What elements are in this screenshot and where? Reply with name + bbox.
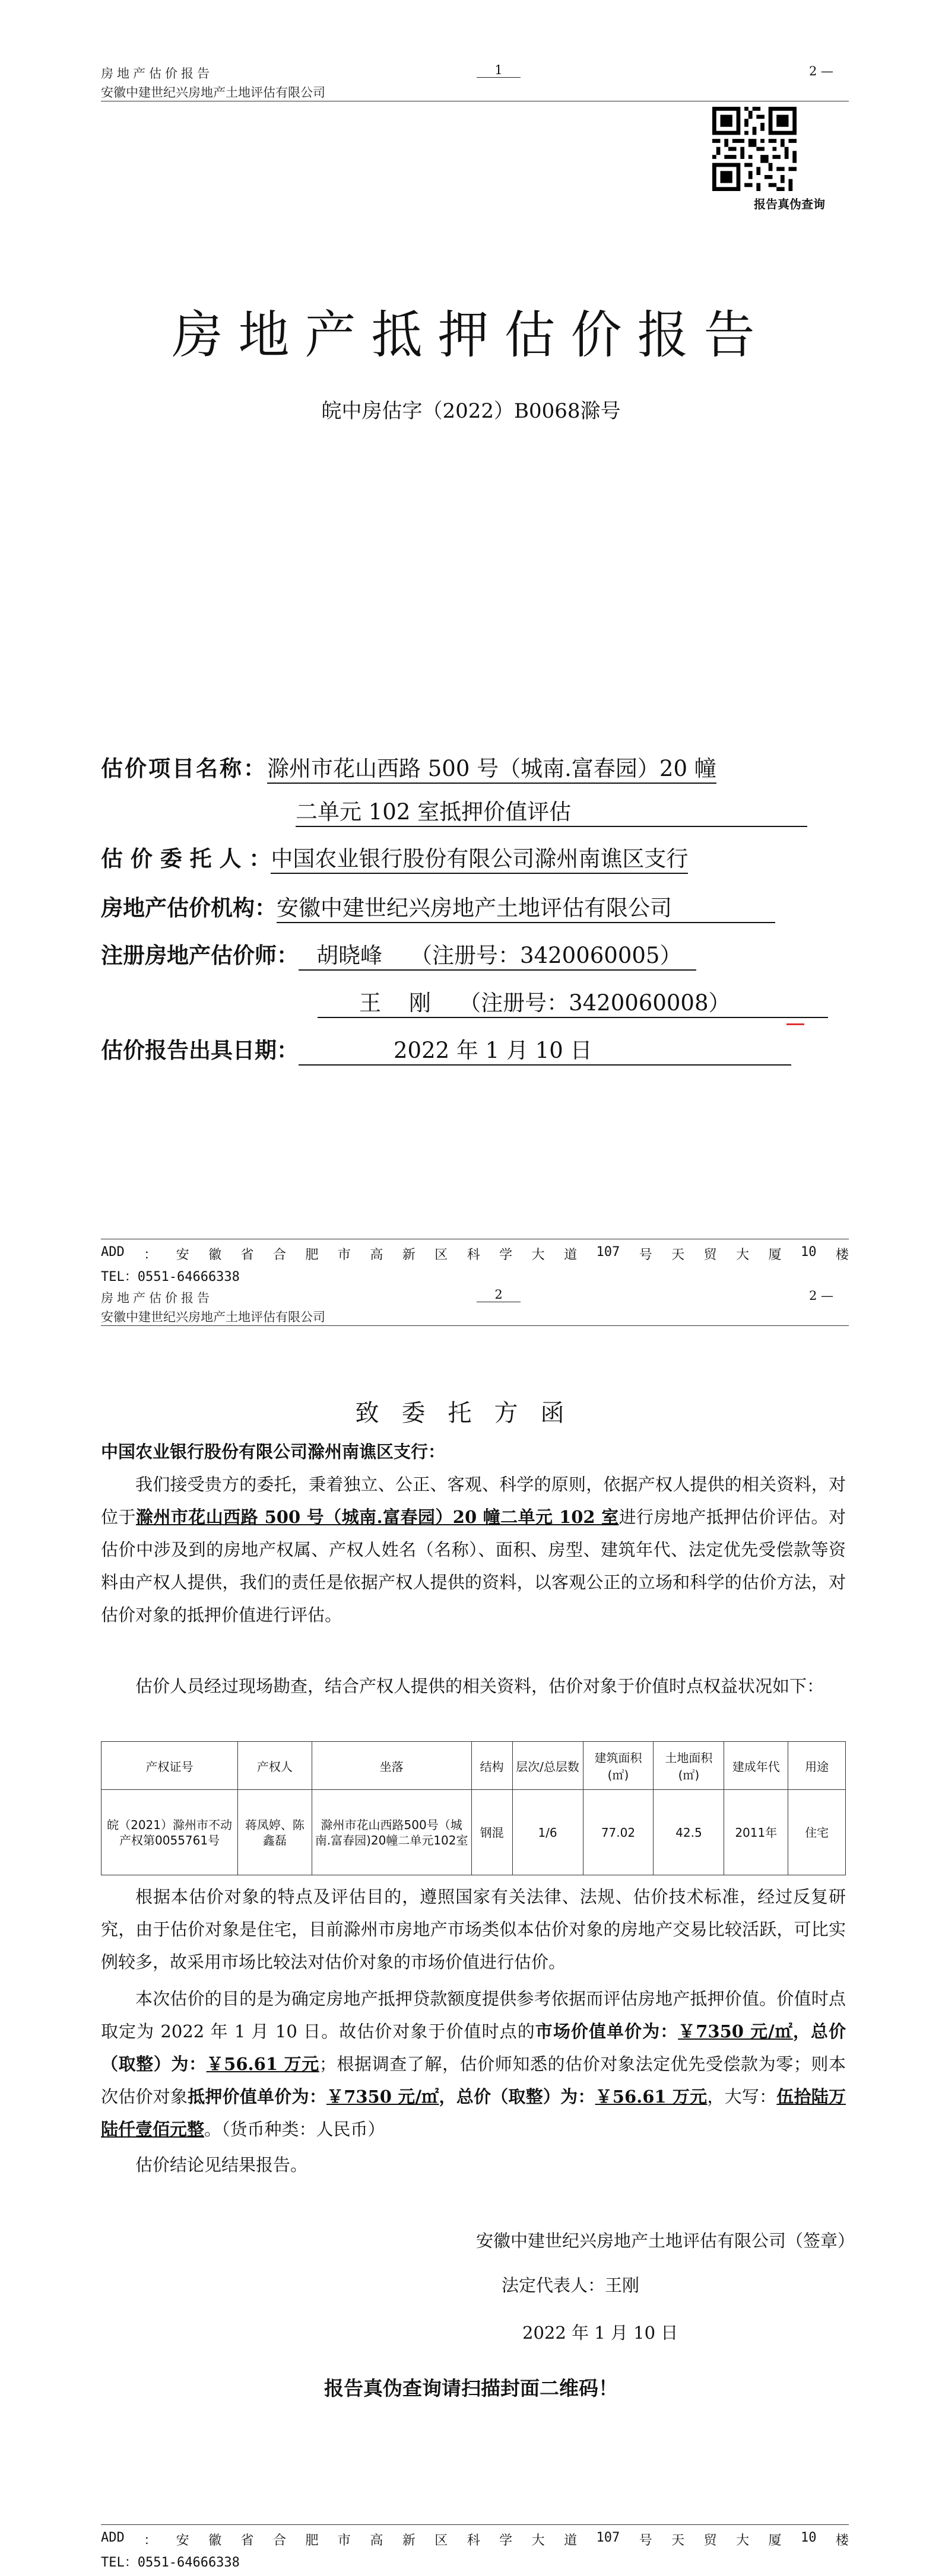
- footer: [101, 2530, 849, 2571]
- client-label: 估 价 委 托 人 ：: [101, 846, 271, 872]
- appraiser-label: 注册房地产估价师：: [101, 943, 299, 968]
- amount-in-words: 伍拾陆万陆仟壹佰元整: [101, 2087, 846, 2139]
- paragraph-5: 估价结论见结果报告。: [135, 2155, 308, 2175]
- letter-title: 致委托方函: [355, 1400, 587, 1427]
- project-name-row: [101, 750, 716, 784]
- running-header: [101, 64, 325, 101]
- appraiser-row-2: [318, 985, 828, 1018]
- property-address: 滁州市花山西路 500 号（城南.富春园）20 幢二单元 102 室: [135, 1507, 619, 1527]
- client-value: 中国农业银行股份有限公司滁州南谯区支行: [271, 841, 688, 874]
- verification-note: 报告真伪查询请扫描封面二维码！: [324, 2377, 618, 2400]
- footer-address: ADD ： 安 徽 省 合 肥 市 高 新 区 科 学 大 道 107 号 天 贸 大 厦 10 楼: [101, 2530, 849, 2548]
- agency-label: 房地产估价机构：: [101, 895, 277, 921]
- project-label: 估价项目名称：: [101, 756, 267, 781]
- agency-row: [101, 890, 775, 923]
- qr-label: 报告真伪查询: [754, 197, 825, 211]
- header-company: 安徽中建世纪兴房地产土地评估有限公司: [101, 85, 325, 100]
- appraiser-1: 胡晓峰 （注册号：3420060005）: [299, 937, 696, 971]
- appraiser-2: 王 刚 （注册号：3420060008）: [318, 985, 828, 1018]
- project-value-line1: 滁州市花山西路 500 号（城南.富春园）20 幢: [267, 750, 716, 784]
- header-company: 安徽中建世纪兴房地产土地评估有限公司: [101, 1310, 325, 1324]
- paragraph-1: 我们接受贵方的委托，秉着独立、公正、客观、科学的原则，依据产权人提供的相关资料，对位于滁州市花山西路 500 号（城南.富春园）20 幢二单元 102 室进行房地产抵押估价评估。对估价中涉及到的房地产权属、产权人姓名（名称）、面积、房型、建筑年代、法定优先受偿款等资料由产权人提供，我们的责任是依据产权人提供的资料，以客观公正的立场和科学的估价方法，对估价对象的抵押价值进行评估。: [101, 1474, 846, 1625]
- page-number: 1: [469, 63, 528, 78]
- running-header: [101, 1289, 325, 1325]
- header-rule: [101, 1325, 849, 1326]
- signature-company: 安徽中建世纪兴房地产土地评估有限公司（签章）: [475, 2231, 855, 2251]
- footer-tel: TEL：0551-64666338: [101, 1270, 240, 1284]
- table-header-row: 产权证号 产权人 坐落 结构 层次/总层数 建筑面积(㎡) 土地面积(㎡) 建成年代 用途: [102, 1742, 846, 1790]
- date-value: 2022 年 1 月 10 日: [299, 1032, 791, 1066]
- project-value-line2: 二单元 102 室抵押价值评估: [296, 794, 807, 827]
- total-pages-marker: 2 —: [809, 1289, 834, 1303]
- header-title: 房地产估价报告: [101, 1291, 213, 1305]
- market-total-price: ￥56.61 万元: [206, 2054, 319, 2074]
- report-title: 房地产抵押估价报告: [172, 306, 770, 365]
- table-row: 皖（2021）滁州市不动产权第0055761号 蒋凤婷、陈鑫磊 滁州市花山西路500号（城南.富春园)20幢二单元102室 钢混 1/6 77.02 42.5 2011年 住宅: [102, 1790, 846, 1875]
- sign-date: 2022 年 1 月 10 日: [522, 2323, 678, 2343]
- footer-address: ADD ： 安 徽 省 合 肥 市 高 新 区 科 学 大 道 107 号 天 贸 大 厦 10 楼: [101, 1245, 849, 1262]
- mortgage-unit-price: ￥7350 元/㎡: [326, 2087, 439, 2107]
- paragraph-3: 根据本估价对象的特点及评估目的，遵照国家有关法律、法规、估价技术标准，经过反复研究，由于估价对象是住宅，目前滁州市房地产市场类似本估价对象的房地产交易比较活跃，可比实例较多，故采用市场比较法对估价对象的市场价值进行估价。: [101, 1887, 846, 1972]
- agency-value: 安徽中建世纪兴房地产土地评估有限公司: [277, 890, 775, 923]
- property-table: [101, 1741, 846, 1875]
- client-row: [101, 841, 688, 874]
- mortgage-total-price: ￥56.61 万元: [595, 2087, 708, 2107]
- addressee: 中国农业银行股份有限公司滁州南谯区支行：: [101, 1442, 446, 1462]
- market-unit-price: ￥7350 元/㎡: [678, 2021, 793, 2041]
- appraiser-row-1: [101, 937, 696, 971]
- page-number: 2: [469, 1287, 528, 1302]
- qr-code[interactable]: [712, 107, 797, 191]
- red-mark: [786, 1023, 804, 1025]
- footer-tel: TEL：0551-64666338: [101, 2555, 240, 2570]
- paragraph-2: 估价人员经过现场勘查，结合产权人提供的相关资料，估价对象于价值时点权益状况如下：: [135, 1676, 824, 1696]
- date-label: 估价报告出具日期：: [101, 1038, 299, 1063]
- document-number: 皖中房估字（2022）B0068滁号: [321, 399, 621, 423]
- project-name-row-2: [296, 794, 807, 827]
- footer-rule: [101, 2524, 849, 2525]
- paragraph-4: 本次估价的目的是为确定房地产抵押贷款额度提供参考依据而评估房地产抵押价值。价值时点取定为 2022 年 1 月 10 日。故估价对象于价值时点的市场价值单价为：￥7350 元/㎡，总价（取整）为：￥56.61 万元；根据调查了解，估价师知悉的估价对象法定优先受偿款为零；则本次估价对象抵押价值单价为：￥7350 元/㎡，总价（取整）为：￥56.61 万元，大写：伍拾陆万陆仟壹佰元整。（货币种类：人民币）: [101, 1989, 846, 2139]
- footer: [101, 1245, 849, 1285]
- date-row: [101, 1032, 791, 1066]
- header-title: 房地产估价报告: [101, 66, 213, 81]
- total-pages-marker: 2 —: [809, 64, 834, 78]
- legal-representative: 法定代表人：王刚: [502, 2275, 640, 2295]
- page-1: [0, 0, 942, 1287]
